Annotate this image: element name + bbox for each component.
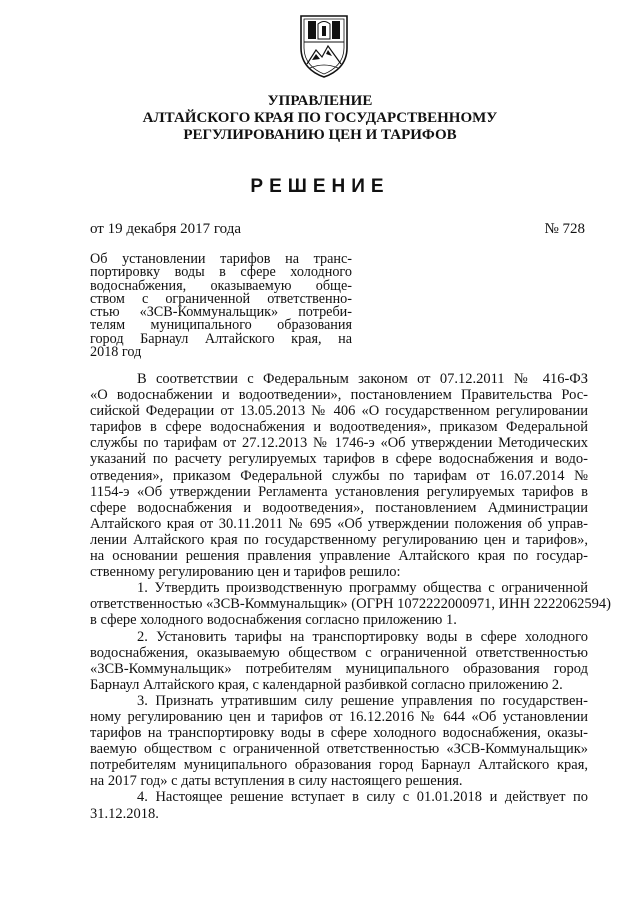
document-title: РЕШЕНИЕ (250, 176, 390, 197)
body-line: Барнаул Алтайского края, с календарной разбивкой согласно приложению 2. (90, 676, 563, 693)
body-line: 1154-э «Об утверждении Регламента установления регулируемых тарифов в (90, 483, 588, 500)
body-line: на основании решения правления управление Алтайского края по государ- (90, 548, 588, 565)
body-line: отведения», приказом Федеральной службы по тарифам от 16.07.2014 № (90, 467, 588, 484)
body-line: 2. Установить тарифы на транспортировку воды в сфере холодного (137, 628, 588, 645)
body-line: «О водоснабжении и водоотведении», постановлением Правительства Рос- (90, 387, 588, 404)
body-line: 1. Утвердить производственную программу общества с ограниченной (137, 580, 588, 597)
body-line: указаний по расчету регулируемых тарифов в сфере водоснабжения и водо- (90, 451, 588, 468)
body-line: лении Алтайского края по государственному регулированию цен и тарифов», (90, 531, 588, 548)
body-line: сфере водоснабжения и водоотведения», постановлением Администрации (90, 499, 588, 516)
body-line: тарифов на транспортировку воды в сфере холодного водоснабжения, оказы- (90, 725, 588, 742)
subject-line: город Барнаул Алтайского края, на (90, 330, 352, 347)
header-line: УПРАВЛЕНИЕ (267, 93, 373, 109)
body-line: в сфере холодного водоснабжения согласно приложению 1. (90, 612, 457, 629)
subject-line: Об установлении тарифов на транс- (90, 251, 352, 267)
body-line: ному регулированию цен и тарифов от 16.12.2016 № 644 «Об установлении (90, 708, 588, 725)
body-line: на 2017 год» с даты вступления в силу настоящего решения. (90, 773, 463, 790)
coat-of-arms-emblem (296, 12, 352, 80)
body-line: сийской Федерации от 13.05.2013 № 406 «О государственном регулировании (90, 403, 588, 420)
subject-line: стью «ЗСВ-Коммунальщик» потреби- (90, 304, 352, 321)
body-line: водоснабжения, оказываемую обществом с ограниченной ответственностью (90, 644, 588, 661)
body-line: службы по тарифам от 27.12.2013 № 1746-э «Об утверждении Методических (90, 435, 588, 452)
body-line: ваемую обществом с ограниченной ответственностью «ЗСВ-Коммунальщик» (90, 741, 588, 758)
body-line: ственному регулированию цен и тарифов решило: (90, 564, 401, 581)
body-line: «ЗСВ-Коммунальщик» потребителям муниципального образования город (90, 660, 588, 677)
header-line: РЕГУЛИРОВАНИЮ ЦЕН И ТАРИФОВ (183, 127, 457, 143)
subject-line: водоснабжения, оказываемую обще- (90, 277, 352, 294)
body-line: тарифов в сфере водоснабжения и водоотведения», приказом Федеральной (90, 419, 588, 436)
body-line: потребителям муниципального образования город Барнаул Алтайского края, (90, 757, 588, 774)
subject-line: портировку воды в сфере холодного (90, 264, 352, 281)
body-line: В соответствии с Федеральным законом от 07.12.2011 № 416-ФЗ (137, 371, 588, 387)
body-line: 31.12.2018. (90, 805, 159, 822)
subject-line: ством с ограниченной ответственно- (90, 290, 352, 307)
body-line: 4. Настоящее решение вступает в силу с 01.01.2018 и действует по (137, 789, 588, 806)
subject-line: 2018 год (90, 344, 142, 361)
subject-line: телям муниципального образования (90, 317, 352, 334)
document-number: № 728 (544, 221, 585, 237)
document-body (90, 371, 611, 822)
body-line: ответственностью «ЗСВ-Коммунальщик» (ОГРН 1072222000971, ИНН 2222062594) (90, 596, 611, 613)
issuing-authority (100, 93, 540, 144)
document-date: от 19 декабря 2017 года (90, 221, 242, 237)
body-line: Алтайского края от 30.11.2011 № 695 «Об утверждении положения об управ- (90, 515, 588, 532)
body-line: 3. Признать утратившим силу решение управления по государствен- (137, 692, 588, 709)
header-line: АЛТАЙСКОГО КРАЯ ПО ГОСУДАРСТВЕННОМУ (142, 110, 498, 126)
document-subject (90, 253, 352, 359)
